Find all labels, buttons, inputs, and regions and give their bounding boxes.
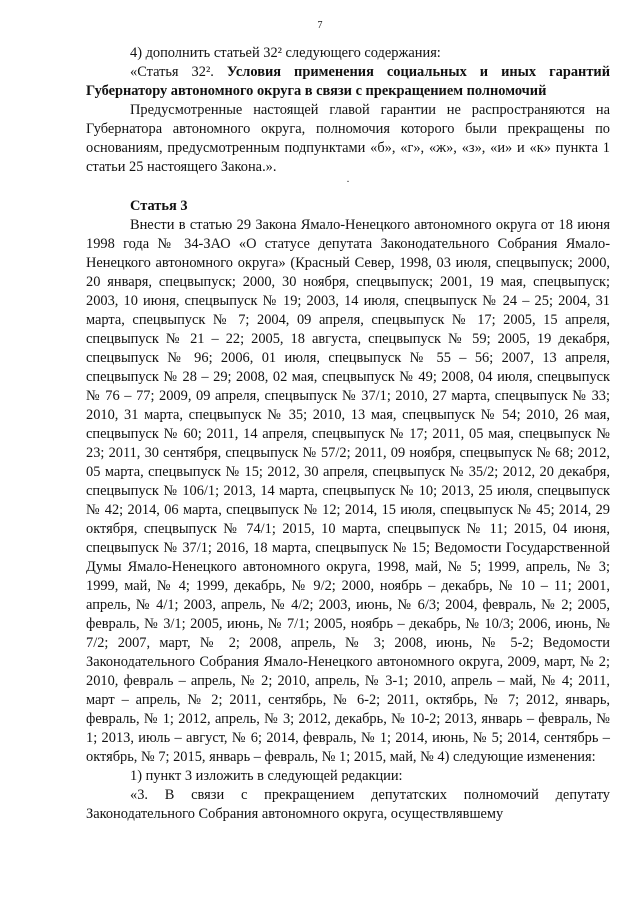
new-article-text: Предусмотренные настоящей главой гарантии не распространяются на Губернатора автономного округа, полномочия которого были прекращены по основаниям, предусмотренным подпунктами «б», «г», «ж», «з», «и» и «к» пункта 1 статьи 25 настоящего Закона.». xyxy=(86,102,610,175)
article-3-text: Внести в статью 29 Закона Ямало-Ненецкого автономного округа от 18 июня 1998 года № 34-ЗАО «О статусе депутата Законодательного Собрания Ямало-Ненецкого автономного округа» (Красный Север, 1998, 03 июля, спецвыпуск; 2000, 20 января, спецвыпуск; 2000, 30 ноября, спецвыпуск; 2001, 19 мая, спецвыпуск; 2003, 10 июня, спецвыпуск № 19; 2003, 14 июля, спецвыпуск № 24 – 25; 2004, 31 марта, спецвыпуск № 7; 2004, 09 апреля, спецвыпуск № 17; 2005, 15 апреля, спецвыпуск № 21 – 22; 2005, 18 августа, спецвыпуск № 59; 2005, 19 декабря, спецвыпуск № 96; 2006, 01 июля, спецвыпуск № 55 – 56; 2007, 13 апреля, спецвыпуск № 28 – 29; 2008, 02 мая, спецвыпуск № 49; 2008, 04 июля, спецвыпуск № 76 – 77; 2009, 09 апреля, спецвыпуск № 37/1; 2010, 27 марта, спецвыпуск № 33; 2010, 31 марта, спецвыпуск № 35; 2010, 13 мая, спецвыпуск № 54; 2010, 26 мая, спецвыпуск № 60; 2011, 14 апреля, спецвыпуск № 17; 2011, 05 мая, спецвыпуск № 23; 2011, 30 сентября, спецвыпуск № 57/2; 2011, 09 ноября, спецвыпуск № 68; 2012, 05 марта, спецвыпуск № 15; 2012, 30 апреля, спецвыпуск № 35/2; 2012, 20 декабря, спецвыпуск № 106/1; 2013, 14 марта, спецвыпуск № 10; 2013, 25 июля, спецвыпуск № 42; 2014, 06 марта, спецвыпуск № 12; 2014, 15 июля, спецвыпуск № 45; 2014, 29 октября, спецвыпуск № 74/1; 2015, 10 марта, спецвыпуск № 11; 2015, 04 июня, спецвыпуск № 37/1; 2016, 18 марта, спецвыпуск № 15; Ведомости Государственной Думы Ямало-Ненецкого автономного округа, 1998, май, № 5; 1999, апрель, № 3; 1999, май, № 4; 1999, декабрь, № 9/2; 2000, ноябрь – декабрь, № 10 – 11; 2001, апрель, № 4/1; 2003, апрель, № 4/2; 2003, июнь, № 6/3; 2004, февраль, № 2; 2005, февраль, № 3/1; 2005, июнь, № 7/1; 2005, ноябрь – декабрь, № 10/3; 2006, июнь, № 7/2; 2007, март, № 2; 2008, апрель, № 3; 2008, июнь, № 5-2; Ведомости Законодательного Собрания Ямало-Ненецкого автономного округа, 2009, март, № 2; 2010, февраль – апрель, № 2; 2010, апрель, № 3-1; 2010, апрель – май, № 4; 2011, март – апрель, № 2; 2011, сентябрь, № 6-2; 2011, октябрь, № 7; 2012, январь, февраль, № 1; 2012, апрель, № 3; 2012, декабрь, № 10-2; 2013, январь – февраль, № 1; 2013, июль – август, № 6; 2014, февраль, № 1; 2014, июнь, № 5; 2014, сентябрь – октябрь, № 7; 2015, январь – февраль, № 1; 2015, май, № 4) следующие изменения: xyxy=(86,217,610,765)
article-3-heading: Статья 3 xyxy=(130,198,188,214)
page-number: 7 xyxy=(317,20,323,31)
amendment-item-4: 4) дополнить статьей 32² следующего содержания: xyxy=(130,45,441,61)
point-3-text: «3. В связи с прекращением депутатских полномочий депутату Законодательного Собрания автономного округа, осуществлявшему xyxy=(86,787,610,822)
new-article-title: Условия применения социальных и иных гарантий Губернатору автономного округа в связи с прекращением полномочий xyxy=(86,64,610,99)
new-article-heading xyxy=(86,63,610,101)
new-article-number: «Статья 32². xyxy=(130,64,214,80)
separator-dot: . xyxy=(346,174,350,185)
document-body xyxy=(86,44,610,824)
amendment-item-1: 1) пункт 3 изложить в следующей редакции: xyxy=(130,768,403,784)
